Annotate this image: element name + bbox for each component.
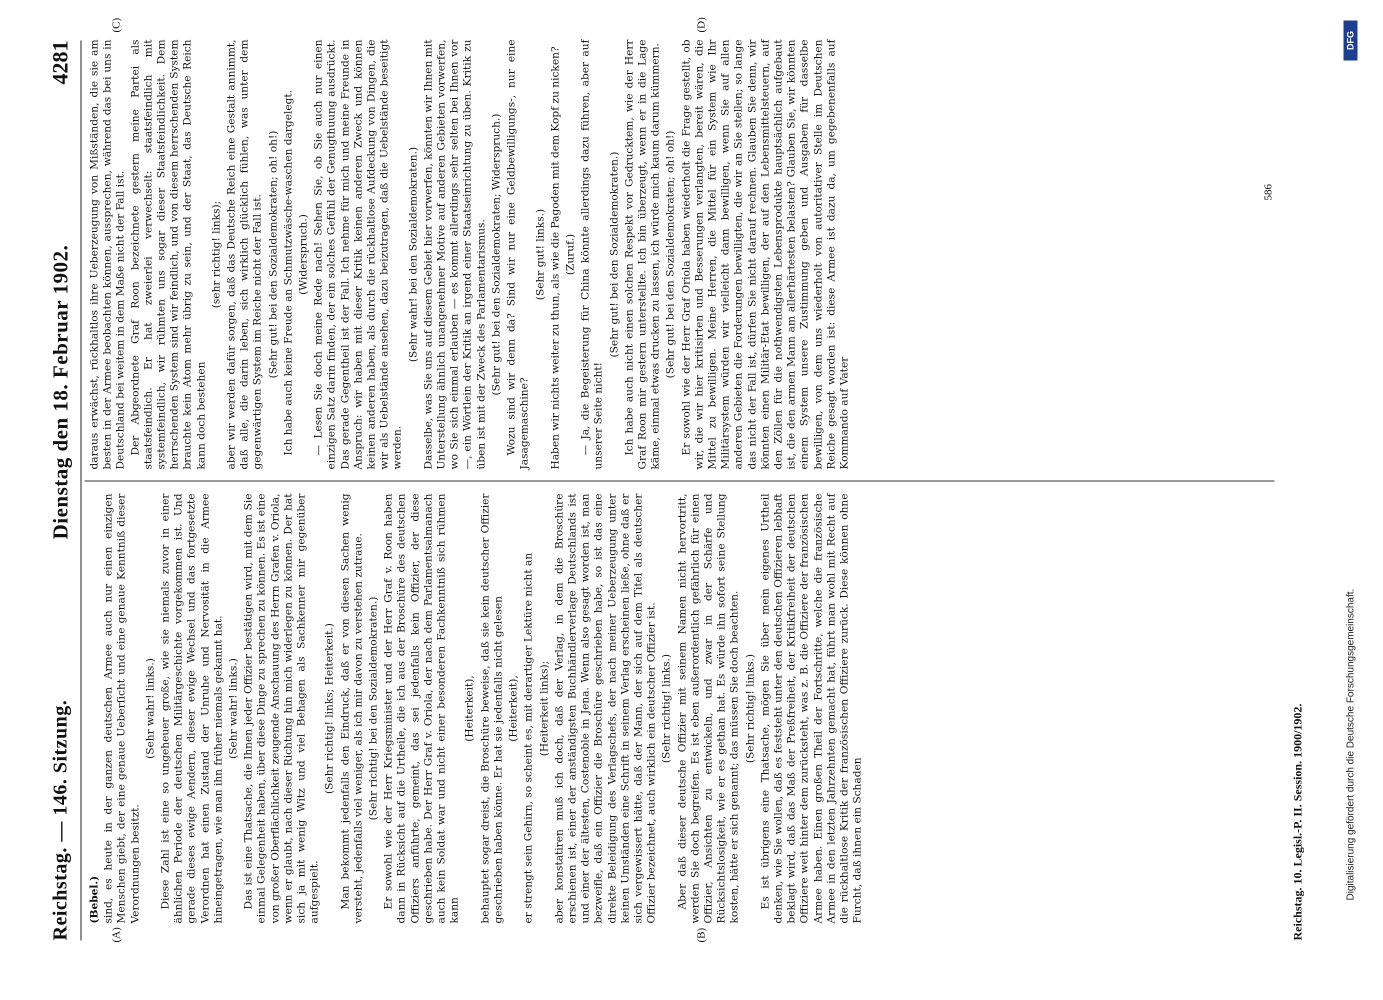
interjection: (Zuruf.) — [563, 233, 576, 275]
paragraph: sind, es heute in der ganzen deutschen Armee auch nur einen einzigen Menschen giebt, der eine genaue Ueberſicht und eine genaue Kenntniß dieser Verordnungen besitzt. — [102, 493, 141, 923]
interjection: (Heiterkeit links); — [537, 660, 550, 756]
interjection: (Sehr richtig! links.) — [743, 653, 756, 763]
paragraph: Es ist übrigens eine Thatsache, mögen Sie über mein eigenes Urtheil denken, wie Sie wollen, daß es feststeht unter den deutschen Offizieren lebhaft beklagt wird, daß das Maß der Preßfreiheit, der Kritikfreiheit der deutschen Offiziere weit hinter dem zurücksteht, was z. B. die Offiziere der französischen Armee haben. Einen großen Theil der Fortschritte, welche die französische Armee in den letzten Jahrzehnten gemacht hat, führt man wohl mit Recht auf die rückhaltlose Kritik der französischen Offiziere zurück. Diese können ohne Furcht, daß ihnen ein Schaden — [758, 493, 864, 923]
interjection: (sehr richtig! links); — [209, 200, 222, 308]
interjection: (Sehr gut! links.) — [533, 208, 546, 300]
digitization-credit: Digitalisierung gefördert durch die Deutsche Forschungsgemeinschaft. — [1345, 588, 1356, 900]
paragraph: Dasselbe, was Sie uns auf diesem Gebiet hier vorwerfen, könnten wir Ihnen mit Unterstellung ähnlich unangenehmer Motive auf anderen Gebieten vorwerfen, wo Sie sich einmal erlauben — es kommt allerdings sehr selten bei Ihnen vor —, ein Wörtlein der Kritik an irgend einer Staatseinrichtung zu üben. Kritik zu üben ist mit der Zweck des Parlamentarismus. — [421, 39, 487, 469]
interjection: (Sehr richtig! links.) — [660, 653, 673, 763]
interjection: (Heiterkeit), — [463, 674, 476, 742]
interjection: (Sehr gut! bei den Sozialdemokraten; oh! oh!) — [266, 130, 279, 378]
paragraph: Haben wir nichts weiter zu thun, als wie die Pagoden mit dem Kopf zu nicken? — [548, 45, 561, 469]
margin-mark-c: (C) — [110, 17, 122, 32]
header-left: Reichstag. — 146. Sitzung. — [48, 699, 71, 940]
paragraph: Ich habe auch nicht einen solchen Respekt vor Gedrucktem, wie der Herr Graf Roon mir gestern unterstellte. Ich bin überzeugt, wenn er in die Lage käme, einmal etwas drucken zu lassen, ich würde mich kaum darum kümmern. — [622, 39, 662, 469]
interjection: (Heiterkeit), — [507, 674, 520, 742]
interjection: (Sehr gut! bei den Sozialdemokraten; oh! oh!) — [664, 130, 677, 378]
paragraph: Er sowohl wie der Herr Kriegsminister und der Herr Graf v. Roon haben dann in Rücksicht auf die Urtheile, die ich aus der Broschüre des deutschen Offiziers anführte, gemeint, das sei jedenfalls kein Offizier, der diese geschrieben habe. Der Herr Graf v. Oriola, der nach dem Parlamentsalmanach auch kein Soldat war und nicht einer besonderen Fachkenntniß sich rühmen kann — [382, 493, 461, 923]
header-page-number: 4281 — [47, 40, 72, 84]
paragraph: Wozu sind wir denn da? Sind wir nur eine Geldbewilligungs-, nur eine Jasagemaschine? — [505, 39, 531, 469]
paragraph: Der Abgeordnete Graf Roon bezeichnete gestern meine Partei als staatsfeindlich. Er hat zweierlei verwechselt: staatsfeindlich mit systemfeindlich, wir rühmten uns sogar dieser Staatsfeindlichkeit. Dem herrschenden System sind wir feindlich, und von diesem herrschenden System brauchte kein Atom mehr übrig zu sein, und der Staat, das Deutsche Reich kann doch bestehen — [128, 39, 207, 469]
right-column — [88, 39, 852, 469]
page-footer: Reichstag. 10. Legisl.-P. II. Session. 1900/1902. — [1290, 703, 1304, 940]
paragraph: aber wir werden dafür sorgen, daß das Deutsche Reich eine Gestalt annimmt, daß alle, die darin leben, sich wirklich glücklich fühlen, was unter dem gegenwärtigen System im Reiche nicht der Fall ist. — [225, 39, 264, 469]
interjection: (Sehr wahr! links.) — [143, 657, 156, 759]
interjection: (Sehr gut! bei den Sozialdemokraten.) — [607, 151, 620, 357]
paragraph: Man bekommt jedenfalls den Eindruck, daß er von diesen Sachen wenig versteht, jedenfalls viel weniger, als ich mir davon zu verstehen zutraue. — [338, 493, 364, 923]
paragraph: — Ja, die Begeisterung für China könnte allerdings dazu führen, aber auf unserer Seite nicht! — [579, 39, 605, 469]
interjection: (Sehr richtig! links; Heiterkeit.) — [323, 622, 336, 794]
paragraph: Er sowohl wie der Herr Graf Oriola haben wiederholt die Frage gestellt, ob wir, die wir hier kritisirten und Besserungen verlangten, bereit wären, die Mittel zu bewilligen. Meine Herren, die Mittel für ein System wie Ihr Militärsystem würden wir vielleicht dann bewilligen, wenn Sie auf allen anderen Gebieten die Forderungen bewilligten, die wir an Sie stellen; so lange das nicht der Fall ist, dürfen Sie nicht darauf rechnen. Glauben Sie denn, wir könnten einen Militär-Etat bewilligen, der auf den Lebensmittelsteuern, auf den Zöllen für die nothwendigsten Lebensprodukte hauptsächlich aufgebaut ist, die den armen Mann am allerhärtesten belasten? Glauben Sie, wir könnten einem System unsere Zustimmung geben und Ausgaben für dasselbe bewilligen, von dem uns wiederholt von autoritativer Stelle im Deutschen Reiche gesagt worden ist: diese Armee ist dazu da, um gegebenenfalls auf Kommando auf Vater — [679, 39, 850, 469]
interjection: (Sehr gut! bei den Sozialdemokraten; Widerspruch.) — [489, 113, 502, 395]
paragraph: Das ist eine Thatsache, die Ihnen jeder Offizier bestätigen wird, mit dem Sie einmal Gelegenheit haben, über diese Dinge zu sprechen zu können. Es ist eine von großer Oberflächlichkeit zeugende Anschauung des Herrn Grafen v. Oriola, wenn er glaubt, nach dieser Richtung hin mich widerlegen zu können. Der hat sich ja mit wenig Witz und viel Behagen als Sachkenner mir gegenüber aufgespielt. — [242, 493, 321, 923]
interjection: (Sehr richtig! bei den Sozialdemokraten.) — [367, 596, 380, 820]
paragraph: Ich habe auch keine Freude an Schmutzwäsche-waschen dargelegt. — [281, 89, 294, 455]
page-mark: 586 — [1262, 183, 1274, 200]
margin-mark-d: (D) — [695, 16, 707, 32]
margin-mark-b: (B) — [695, 927, 707, 942]
dfg-logo: DFG — [1343, 20, 1357, 60]
speaker-label: (Bebel.) — [88, 875, 100, 923]
interjection: (Sehr wahr! links.) — [227, 657, 240, 759]
header-rule — [80, 40, 81, 940]
paragraph: aber konstatiren muß ich doch, daß der Verlag, in dem die Broschüre erschienen ist, einer der anständigsten Buchhändlerverlage Deutschlands ist und einer der ältesten, Costenoble in Jena. Wenn also gesagt worden ist, man bezweifle, daß ein Offizier die Broschüre geschrieben habe, so ist das eine direkte Beleidigung des Verlagschefs, der nach meiner Ueberzeugung unter keinen Umständen eine Schrift in seinem Verlag erscheinen ließe, ohne daß er sich vergewissert hätte, daß der Mann, der sich auf dem Titel als deutscher Offizier bezeichnet, auch wirklich ein deutscher Offizier ist. — [552, 493, 658, 923]
left-column — [88, 493, 865, 923]
paragraph: Diese Zahl ist eine so ungeheuer große, wie sie niemals zuvor in einer ähnlichen Periode der deutschen Militärgeschichte vorgekommen ist. Und gerade dieses ewige Aendern, dieser ewige Wechsel und das fortgesetzte Verordnen hat einen Zustand der Unruhe und Nervosität in die Armee hineingetragen, wie man ihn früher niemals gekannt hat. — [159, 493, 224, 923]
interjection: (Widerspruch.) — [297, 213, 310, 295]
interjection: (Sehr wahr! bei den Sozialdemokraten.) — [406, 146, 419, 362]
paragraph: behauptet sogar dreist, die Broschüre beweise, daß sie kein deutscher Offizier geschrieben haben könne. Er hat sie jedenfalls nicht gelesen — [478, 493, 504, 923]
paragraph: Aber daß dieser deutsche Offizier mit seinem Namen nicht hervortritt, werden Sie doch begreifen. Es ist eben außerordentlich gefährlich für einen Offizier, Ansichten zu entwickeln, und zwar in der Schärfe und Rücksichtslosigkeit, wie er es gethan hat. Es würde ihn sofort seine Stellung kosten, hätte er sich genannt; das müssen Sie doch beachten. — [675, 493, 741, 923]
paragraph: er strengt sein Gehirn, so scheint es, mit derartiger Lektüre nicht an — [522, 552, 535, 923]
header-date: Dienstag den 18. Februar 1902. — [47, 244, 72, 539]
paragraph: — Lesen Sie doch meine Rede nach! Sehen Sie, ob Sie auch nur einen einzigen Satz darin finden, der ein solches Gefühl der Genugthuung ausdrückt. Das gerade Gegentheil ist der Fall. Ich nehme für mich und meine Freunde in Anspruch: wir haben mit dieser Kritik keinen anderen Zweck und können keinen anderen haben, als durch die rückhaltlose Aufdeckung von Dingen, die wir als Uebelstände ansehen, dazu beizutragen, daß die Uebelstände beseitigt werden. — [312, 39, 404, 469]
column-rule — [84, 480, 1274, 481]
paragraph: daraus erwächst, rückhaltlos ihre Ueberzeugung von Mißständen, die sie am besten in der Armee beobachten können, aussprechen, während das bei uns in Deutschland bei weitem in dem Maße nicht der Fall ist. — [88, 39, 127, 469]
page-header — [44, 40, 76, 940]
margin-mark-a: (A) — [110, 926, 122, 942]
